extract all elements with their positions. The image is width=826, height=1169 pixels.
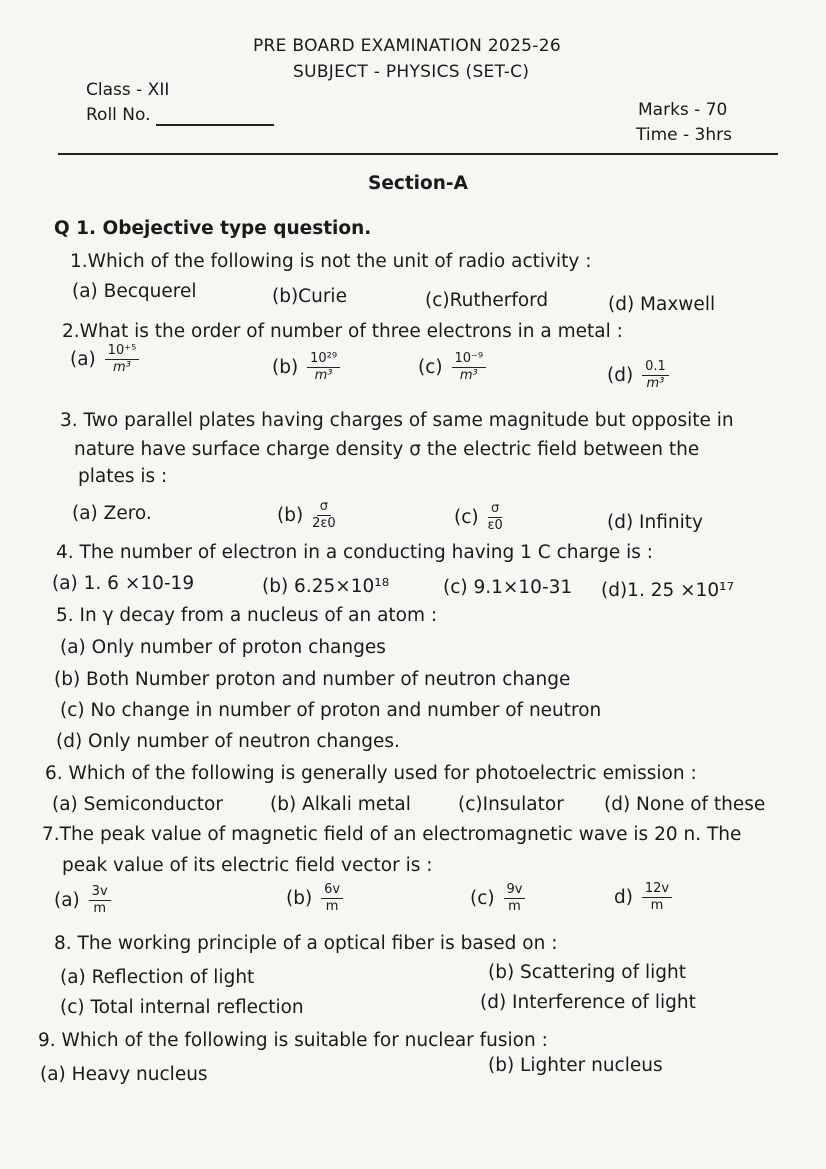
q7-b-denominator: m: [325, 899, 339, 915]
q7-option-b-fraction: [321, 883, 343, 915]
q7-a-numerator: 3v: [89, 885, 111, 901]
q6-option-d: (d) None of these: [604, 794, 766, 815]
q2-option-c-label: (c): [418, 356, 443, 378]
q5-option-b: (b) Both Number proton and number of neutron change: [54, 669, 571, 690]
q2-option-b-fraction: [307, 352, 340, 384]
q2-option-b: [272, 352, 340, 384]
q8-option-a: (a) Reflection of light: [60, 967, 255, 988]
q8-option-b: (b) Scattering of light: [488, 962, 687, 983]
q2-option-a-label: (a): [70, 348, 96, 370]
question-8-stem: 8. The working principle of a optical fiber is based on :: [54, 933, 558, 954]
q5-option-c: (c) No change in number of proton and number of neutron: [60, 700, 602, 721]
q1-option-c: (c)Rutherford: [425, 290, 549, 311]
q3-option-d: (d) Infinity: [607, 512, 703, 533]
question-2-stem: 2.What is the order of number of three electrons in a metal :: [62, 321, 623, 342]
q7-d-denominator: m: [650, 898, 664, 914]
q2-b-numerator: 10²⁹: [307, 352, 340, 368]
section-title: Section-A: [368, 173, 468, 194]
q7-b-numerator: 6v: [321, 883, 343, 899]
question-3-stem-line1: 3. Two parallel plates having charges of same magnitude but opposite in: [60, 410, 734, 431]
q7-option-c-fraction: [504, 883, 526, 915]
q2-option-a-fraction: [105, 344, 140, 376]
class-label: Class - XII: [86, 80, 170, 100]
q2-option-a: [70, 344, 139, 376]
roll-blank-line: [156, 124, 274, 126]
q3-c-numerator: σ: [488, 502, 502, 518]
marks-label: Marks - 70: [638, 100, 728, 120]
q6-option-a: (a) Semiconductor: [52, 794, 223, 815]
q7-option-c: [470, 883, 525, 915]
question-4-stem: 4. The number of electron in a conducting having 1 C charge is :: [56, 542, 653, 563]
q4-option-c: (c) 9.1×10-31: [443, 577, 573, 598]
q5-option-d: (d) Only number of neutron changes.: [56, 731, 400, 752]
q3-option-b-fraction: [312, 500, 336, 532]
q7-option-c-label: (c): [470, 887, 495, 909]
q7-c-denominator: m: [508, 899, 521, 915]
q2-d-numerator: 0.1: [642, 360, 669, 376]
q2-a-denominator: m³: [113, 360, 131, 376]
q3-b-denominator: 2ε0: [312, 516, 336, 532]
q6-option-c: (c)Insulator: [458, 794, 564, 815]
q7-d-numerator: 12v: [642, 882, 672, 898]
exam-title: PRE BOARD EXAMINATION 2025-26: [253, 36, 561, 56]
q7-option-a-fraction: [89, 885, 111, 917]
q1-option-d: (d) Maxwell: [608, 294, 716, 315]
q2-a-numerator: 10⁺⁵: [105, 344, 140, 360]
q2-b-denominator: m³: [314, 368, 333, 384]
q2-option-c: [418, 352, 486, 384]
q7-option-d: [614, 882, 672, 914]
question-3-stem-line2: nature have surface charge density σ the electric field between the: [74, 439, 700, 460]
q5-option-a: (a) Only number of proton changes: [60, 637, 386, 658]
q3-option-c-label: (c): [454, 506, 479, 528]
q2-option-d: [607, 360, 669, 392]
q9-option-a: (a) Heavy nucleus: [40, 1064, 208, 1085]
question-3-stem-line3: plates is :: [78, 466, 168, 487]
time-label: Time - 3hrs: [636, 125, 732, 145]
q3-option-c: [454, 502, 503, 534]
question-7-stem-line2: peak value of its electric field vector is :: [62, 855, 433, 876]
q6-option-b: (b) Alkali metal: [270, 794, 411, 815]
q2-c-numerator: 10⁻⁹: [452, 352, 487, 368]
q1-option-b: (b)Curie: [272, 286, 347, 307]
question-5-stem: 5. In γ decay from a nucleus of an atom :: [56, 605, 438, 626]
q7-option-a-label: (a): [54, 889, 80, 911]
q3-option-b: [277, 500, 336, 532]
q2-option-d-fraction: [642, 360, 669, 392]
q7-option-b: [286, 883, 343, 915]
q2-option-c-fraction: [452, 352, 487, 384]
q3-c-denominator: ε0: [487, 518, 503, 534]
q1-option-a: (a) Becquerel: [72, 281, 197, 302]
q7-a-denominator: m: [93, 901, 106, 917]
question-6-stem: 6. Which of the following is generally used for photoelectric emission :: [45, 763, 697, 784]
question-7-stem-line1: 7.The peak value of magnetic field of an electromagnetic wave is 20 n. The: [42, 824, 742, 845]
q2-option-d-label: (d): [607, 364, 634, 386]
q2-option-b-label: (b): [272, 356, 299, 378]
q7-option-d-label: d): [614, 886, 633, 908]
q4-option-d: (d)1. 25 ×10¹⁷: [601, 580, 735, 601]
q7-option-a: [54, 885, 111, 917]
q1-title: Q 1. Obejective type question.: [54, 218, 372, 239]
q3-option-b-label: (b): [277, 504, 304, 526]
q7-option-d-fraction: [642, 882, 672, 914]
header-divider: [58, 153, 778, 155]
q8-option-c: (c) Total internal reflection: [60, 997, 304, 1018]
q2-d-denominator: m³: [646, 376, 665, 392]
q4-option-a: (a) 1. 6 ×10-19: [52, 573, 195, 594]
q9-option-b: (b) Lighter nucleus: [488, 1055, 663, 1076]
question-9-stem: 9. Which of the following is suitable for nuclear fusion :: [38, 1030, 548, 1051]
roll-label: Roll No.: [86, 105, 151, 125]
q2-c-denominator: m³: [459, 368, 478, 384]
q3-b-numerator: σ: [317, 500, 331, 516]
q7-c-numerator: 9v: [504, 883, 526, 899]
q7-option-b-label: (b): [286, 887, 313, 909]
q3-option-a: (a) Zero.: [72, 503, 152, 524]
question-1-stem: 1.Which of the following is not the unit of radio activity :: [70, 251, 592, 272]
subject-line: SUBJECT - PHYSICS (SET-C): [293, 62, 530, 82]
q8-option-d: (d) Interference of light: [480, 992, 696, 1013]
q3-option-c-fraction: [488, 502, 503, 534]
q4-option-b: (b) 6.25×10¹⁸: [262, 576, 390, 597]
